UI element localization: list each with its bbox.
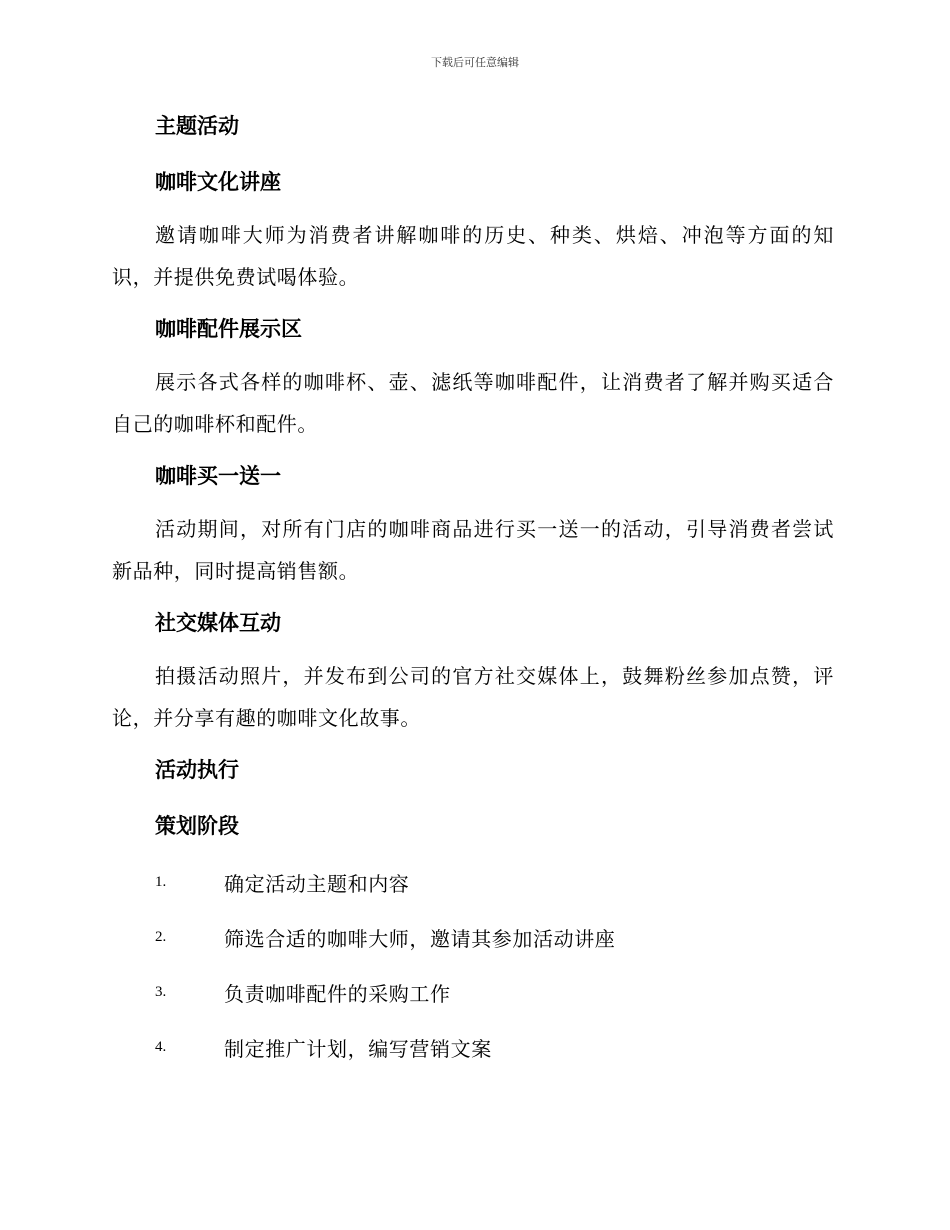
list-item (112, 1029, 834, 1065)
paragraph-accessories-area: 展示各式各样的咖啡杯、壶、滤纸等咖啡配件，让消费者了解并购买适合自己的咖啡杯和配件。 (112, 370, 834, 436)
list-item-number: 1. (155, 873, 167, 890)
heading-coffee-lecture: 咖啡文化讲座 (155, 170, 281, 194)
heading-planning-stage: 策划阶段 (155, 814, 239, 838)
list-item-number: 4. (155, 1038, 167, 1055)
heading-accessories-area: 咖啡配件展示区 (155, 317, 302, 341)
list-item (112, 919, 834, 955)
list-item-text: 负责咖啡配件的采购工作 (224, 981, 451, 1006)
planning-steps-list (112, 864, 834, 1065)
list-item (112, 974, 834, 1010)
document-body (112, 108, 834, 1084)
list-item-text: 确定活动主题和内容 (224, 871, 410, 896)
paragraph-buy-one-get-one: 活动期间，对所有门店的咖啡商品进行买一送一的活动，引导消费者尝试新品种，同时提高销售额。 (112, 517, 834, 583)
heading-social-media: 社交媒体互动 (155, 611, 281, 635)
list-item-text: 制定推广计划，编写营销文案 (224, 1036, 492, 1061)
list-item-number: 2. (155, 928, 167, 945)
list-item-number: 3. (155, 983, 167, 1000)
list-item-text: 筛选合适的咖啡大师，邀请其参加活动讲座 (224, 926, 616, 951)
list-item (112, 864, 834, 900)
heading-activity-execution: 活动执行 (155, 758, 239, 782)
heading-buy-one-get-one: 咖啡买一送一 (155, 464, 281, 488)
paragraph-coffee-lecture: 邀请咖啡大师为消费者讲解咖啡的历史、种类、烘焙、冲泡等方面的知识，并提供免费试喝体验。 (112, 223, 834, 289)
heading-theme-activities: 主题活动 (155, 114, 239, 138)
paragraph-social-media: 拍摄活动照片，并发布到公司的官方社交媒体上，鼓舞粉丝参加点赞，评论，并分享有趣的咖啡文化故事。 (112, 664, 834, 730)
header-note: 下载后可任意编辑 (431, 56, 519, 69)
